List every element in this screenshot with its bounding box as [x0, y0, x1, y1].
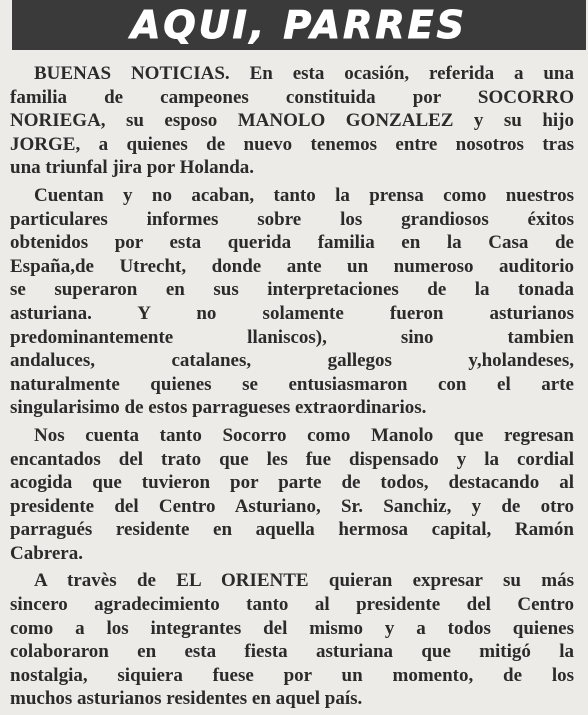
text-line: presidente del Centro Asturiano, Sr. Sanchiz, y de otro	[10, 495, 574, 517]
paragraph-3	[10, 424, 574, 566]
text-line: BUENAS NOTICIAS. En esta ocasión, referida a una	[34, 63, 574, 84]
text-line: como a los integrantes del mismo y a todos quienes	[10, 617, 574, 639]
paragraph-1	[10, 62, 574, 180]
text-line: Nos cuenta tanto Socorro como Manolo que regresan	[34, 424, 574, 446]
text-line: se superaron en sus interpretaciones de la tonada	[10, 279, 574, 301]
section-title: AQUI, PARRES	[131, 3, 467, 47]
text-line: familia de campeones constituida por SOCORRO	[10, 86, 574, 108]
text-line: colaboraron en esta fiesta asturiana que mitigó la	[10, 641, 574, 663]
text-line: una triunfal jira por Holanda.	[10, 157, 255, 179]
paragraph-2	[10, 184, 574, 420]
text-line: andaluces, catalanes, gallegos y,holandeses,	[10, 350, 574, 372]
text-line: muchos asturianos residentes en aquel país.	[10, 688, 363, 710]
text-line: encantados del trato que les fue dispensado y la cordial	[10, 448, 574, 470]
text-line: sincero agradecimiento tanto al presidente del Centro	[10, 594, 574, 616]
text-line: predominantemente llaniscos), sino tambien	[10, 326, 574, 348]
text-line: particulares informes sobre los grandiosos éxitos	[10, 208, 574, 230]
text-line: naturalmente quienes se entusiasmaron con el arte	[10, 373, 574, 395]
text-line: asturiana. Y no solamente fueron asturianos	[10, 302, 574, 324]
text-line: singularisimo de estos parragueses extraordinarios.	[10, 397, 427, 419]
text-line: nostalgia, siquiera fuese por un momento, de los	[10, 664, 574, 686]
text-line: obtenidos por esta querida familia en la Casa de	[10, 232, 574, 254]
text-line: A travès de EL ORIENTE quieran expresar su más	[34, 570, 574, 592]
text-line: España,de Utrecht, donde ante un numeroso auditorio	[10, 255, 574, 277]
text-line: parragués residente en aquella hermosa capital, Ramón	[10, 519, 574, 541]
text-line: Cuentan y no acaban, tanto la prensa como nuestros	[34, 184, 574, 206]
text-line: NORIEGA, su esposo MANOLO GONZALEZ y su hijo	[10, 110, 574, 132]
article-body	[10, 62, 574, 715]
text-line: acogida que tuvieron por parte de todos, destacando al	[10, 472, 574, 494]
text-line: JORGE, a quienes de nuevo tenemos entre nosotros tras	[10, 133, 574, 155]
section-header-bar	[12, 0, 586, 50]
text-line: Cabrera.	[10, 542, 83, 564]
paragraph-4	[10, 569, 574, 711]
